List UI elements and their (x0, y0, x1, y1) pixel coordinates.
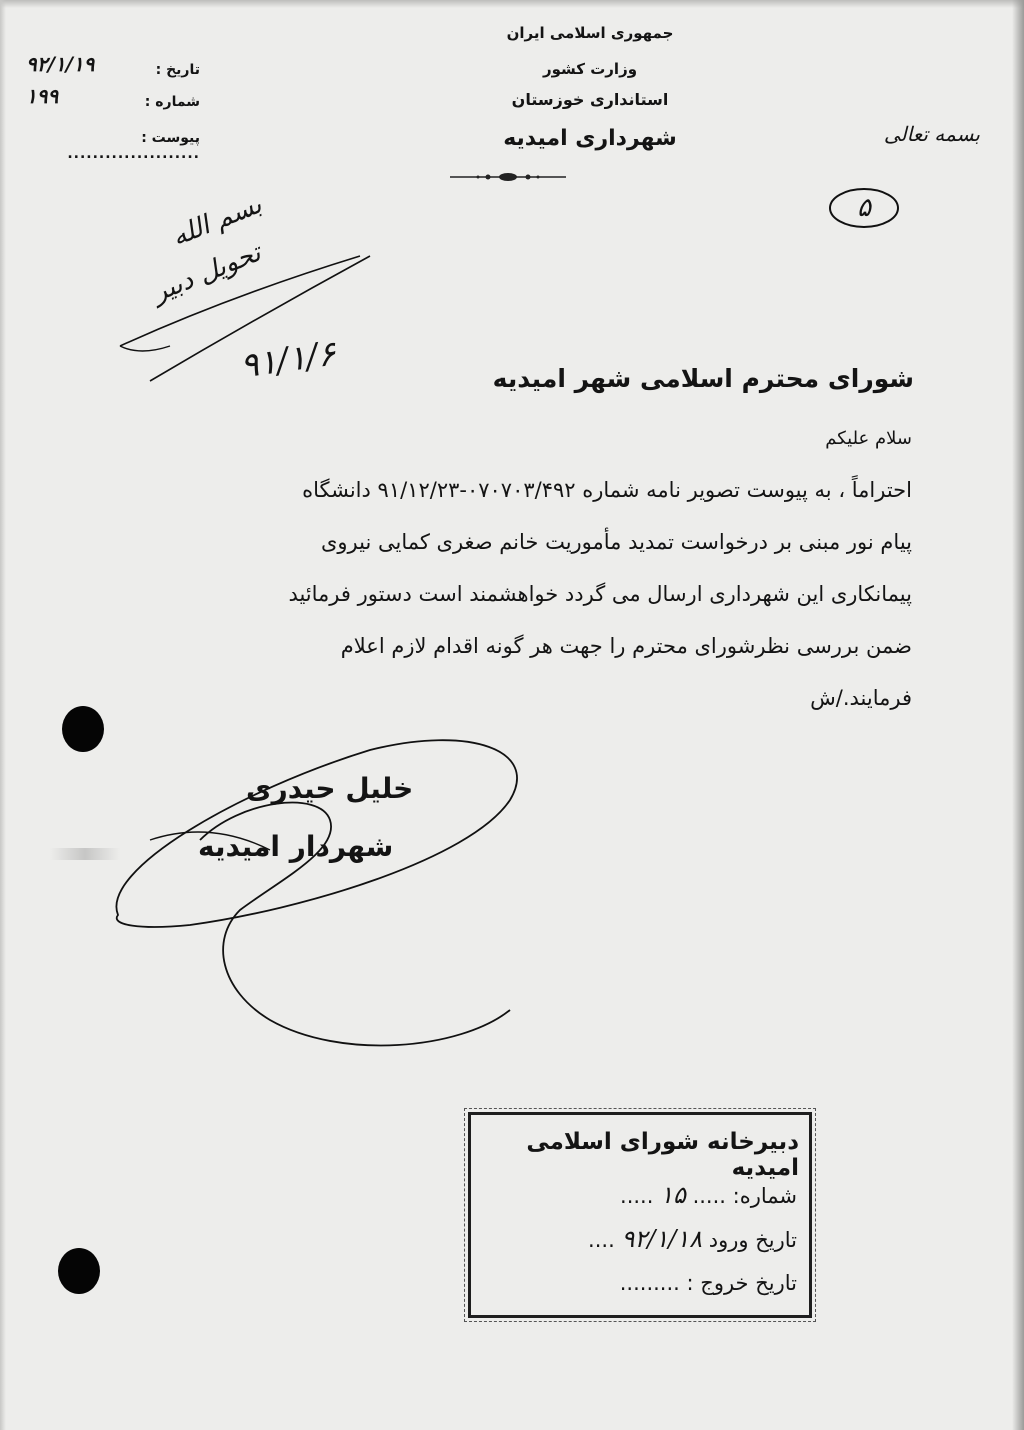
date-label: تاریخ : (155, 62, 200, 78)
stamp-number-label: شماره: (732, 1184, 797, 1208)
stamp-exit-dots: ......... (619, 1271, 680, 1295)
letter-paragraph: فرمایند./ش (810, 686, 912, 710)
annotation-line-1: بسم الله (167, 189, 266, 253)
date-value: ۹۲/۱/۱۹ (26, 52, 95, 76)
header-ornament (448, 170, 568, 184)
letter-addressee: شورای محترم اسلامی شهر امیدیه (492, 364, 914, 393)
annotation-line-2: تحویل دبیر (148, 237, 266, 309)
punch-hole (58, 1248, 100, 1294)
attachment-dots: ..................... (67, 146, 200, 162)
annotation-date: ۹۱/۱/۶ (237, 333, 339, 387)
stamp-title: دبیرخانه شورای اسلامی امیدیه (526, 1129, 799, 1181)
signatory-title: شهردار امیدیه (198, 830, 394, 863)
letter-paragraph: ضمن بررسی نظرشورای محترم را جهت هر گونه اقدام لازم اعلام (340, 634, 912, 658)
date-field (20, 52, 200, 78)
header-republic: جمهوری اسلامی ایران (506, 24, 674, 42)
letter-paragraph: احتراماً ، به پیوست تصویر نامه شماره ۰۷۰۷۰۳/۴۹۲-۹۱/۱۲/۲۳ دانشگاه (302, 478, 912, 502)
secretariat-stamp (468, 1112, 812, 1318)
stamp-entry-row: تاریخ ورود ۹۲/۱/۱۸ .... (588, 1225, 797, 1253)
number-label: شماره : (144, 94, 200, 110)
header-ministry: وزارت کشور (542, 60, 638, 78)
attachment-field (20, 130, 200, 162)
circled-number (828, 186, 900, 230)
header-governorate: استانداری خوزستان (511, 90, 669, 109)
stamp-entry-label: تاریخ ورود (708, 1228, 797, 1252)
letter-body (112, 464, 912, 724)
besmellah-text: بسمه تعالی (883, 122, 980, 146)
attachment-label: پیوست : (141, 130, 200, 146)
stamp-number-value: ۱۵ (660, 1181, 686, 1209)
circled-number-value: ۵ (857, 193, 871, 223)
header-municipality: شهرداری امیدیه (503, 126, 677, 151)
letter-greeting: سلام علیکم (825, 428, 912, 449)
stamp-exit-label: تاریخ خروج : (686, 1271, 797, 1295)
scan-edge-right (1012, 0, 1024, 1430)
number-value: ۱۹۹ (26, 84, 59, 108)
scan-edge-top (0, 0, 1024, 8)
letter-paragraph: پیام نور مبنی بر درخواست تمدید مأموریت خانم صغری کمایی نیروی (320, 530, 912, 554)
stamp-number-row: شماره: ..... ۱۵ ..... (620, 1181, 797, 1209)
signatory-name: خلیل حیدری (246, 772, 414, 805)
number-field (20, 84, 200, 110)
stamp-entry-value: ۹۲/۱/۱۸ (621, 1225, 703, 1253)
letter-paragraph: پیمانکاری این شهرداری ارسال می گردد خواهشمند است دستور فرمائید (288, 582, 912, 606)
stamp-exit-row (620, 1271, 797, 1295)
scan-edge-left (0, 0, 6, 1430)
